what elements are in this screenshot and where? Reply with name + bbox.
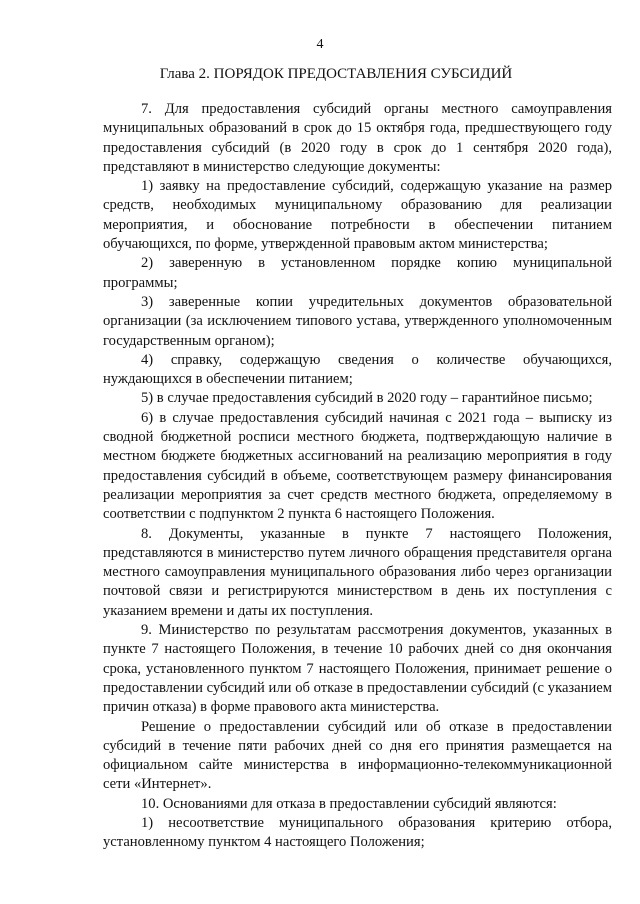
- paragraph-7-item-2: 2) заверенную в установленном порядке копию муниципальной программы;: [103, 255, 612, 291]
- paragraph-10-item-1: 1) несоответствие муниципального образования критерию отбора, установленному пунктом 4 настоящего Положения;: [103, 814, 612, 851]
- paragraph-9: 9. Министерство по результатам рассмотрения документов, указанных в пункте 7 настоящего Положения, в течение 10 рабочих дней со дня окончания срока, установленного пунктом 7 настоящего Положения, принимает решение о предоставлении субсидий или об отказе в предоставлении субсидий (с указанием причин отказа) в форме правового акта министерства.: [103, 622, 612, 716]
- paragraph-9-decision: Решение о предоставлении субсидий или об отказе в предоставлении субсидий в течение пяти рабочих дней со дня его принятия размещается на официальном сайте министерства в информационно-телекоммуникационной сети «Интернет».: [103, 718, 612, 793]
- paragraph-8: 8. Документы, указанные в пункте 7 настоящего Положения, представляются в министерство путем личного обращения представителя органа местного самоуправления муниципального образования либо через организации почтовой связи и регистрируются министерством в день их поступления с указанием времени и даты их поступления.: [103, 525, 612, 619]
- paragraph-7-item-5: 5) в случае предоставления субсидий в 2020 году – гарантийное письмо;: [141, 390, 593, 407]
- paragraph-7: 7. Для предоставления субсидий органы местного самоуправления муниципальных образований в срок до 15 октября года, предшествующего году предоставления субсидий (в 2020 году в срок до 1 сентября 2020 года), представляют в министерство следующие документы:: [103, 101, 612, 175]
- paragraph-7-item-1: 1) заявку на предоставление субсидий, содержащую указание на размер средств, необходимых муниципальному образованию для реализации мероприятия, и обоснование потребности в обеспечении питанием обучающихся, по форме, утвержденной правовым актом министерства;: [103, 178, 612, 253]
- document-body: [103, 100, 612, 853]
- paragraph-7-item-4: 4) справку, содержащую сведения о количестве обучающихся, нуждающихся в обеспечении питанием;: [103, 351, 612, 388]
- paragraph-7-item-6: 6) в случае предоставления субсидий начиная с 2021 года – выписку из сводной бюджетной росписи местного бюджета, подтверждающую наличие в местном бюджете бюджетных ассигнований на реализацию мероприятия в году предоставления субсидий в объеме, соответствующем размеру финансирования реализации мероприятия за счет средств местного бюджета, определяемому в соответствии с подпунктом 2 пункта 6 настоящего Положения.: [103, 409, 612, 523]
- paragraph-7-item-3: 3) заверенные копии учредительных документов образовательной организации (за исключением типового устава, утвержденного уполномоченным государственным органом);: [103, 293, 612, 349]
- page-number: 4: [316, 37, 324, 52]
- paragraph-10: 10. Основаниями для отказа в предоставлении субсидий являются:: [141, 795, 557, 812]
- chapter-title: Глава 2. ПОРЯДОК ПРЕДОСТАВЛЕНИЯ СУБСИДИЙ: [159, 66, 513, 82]
